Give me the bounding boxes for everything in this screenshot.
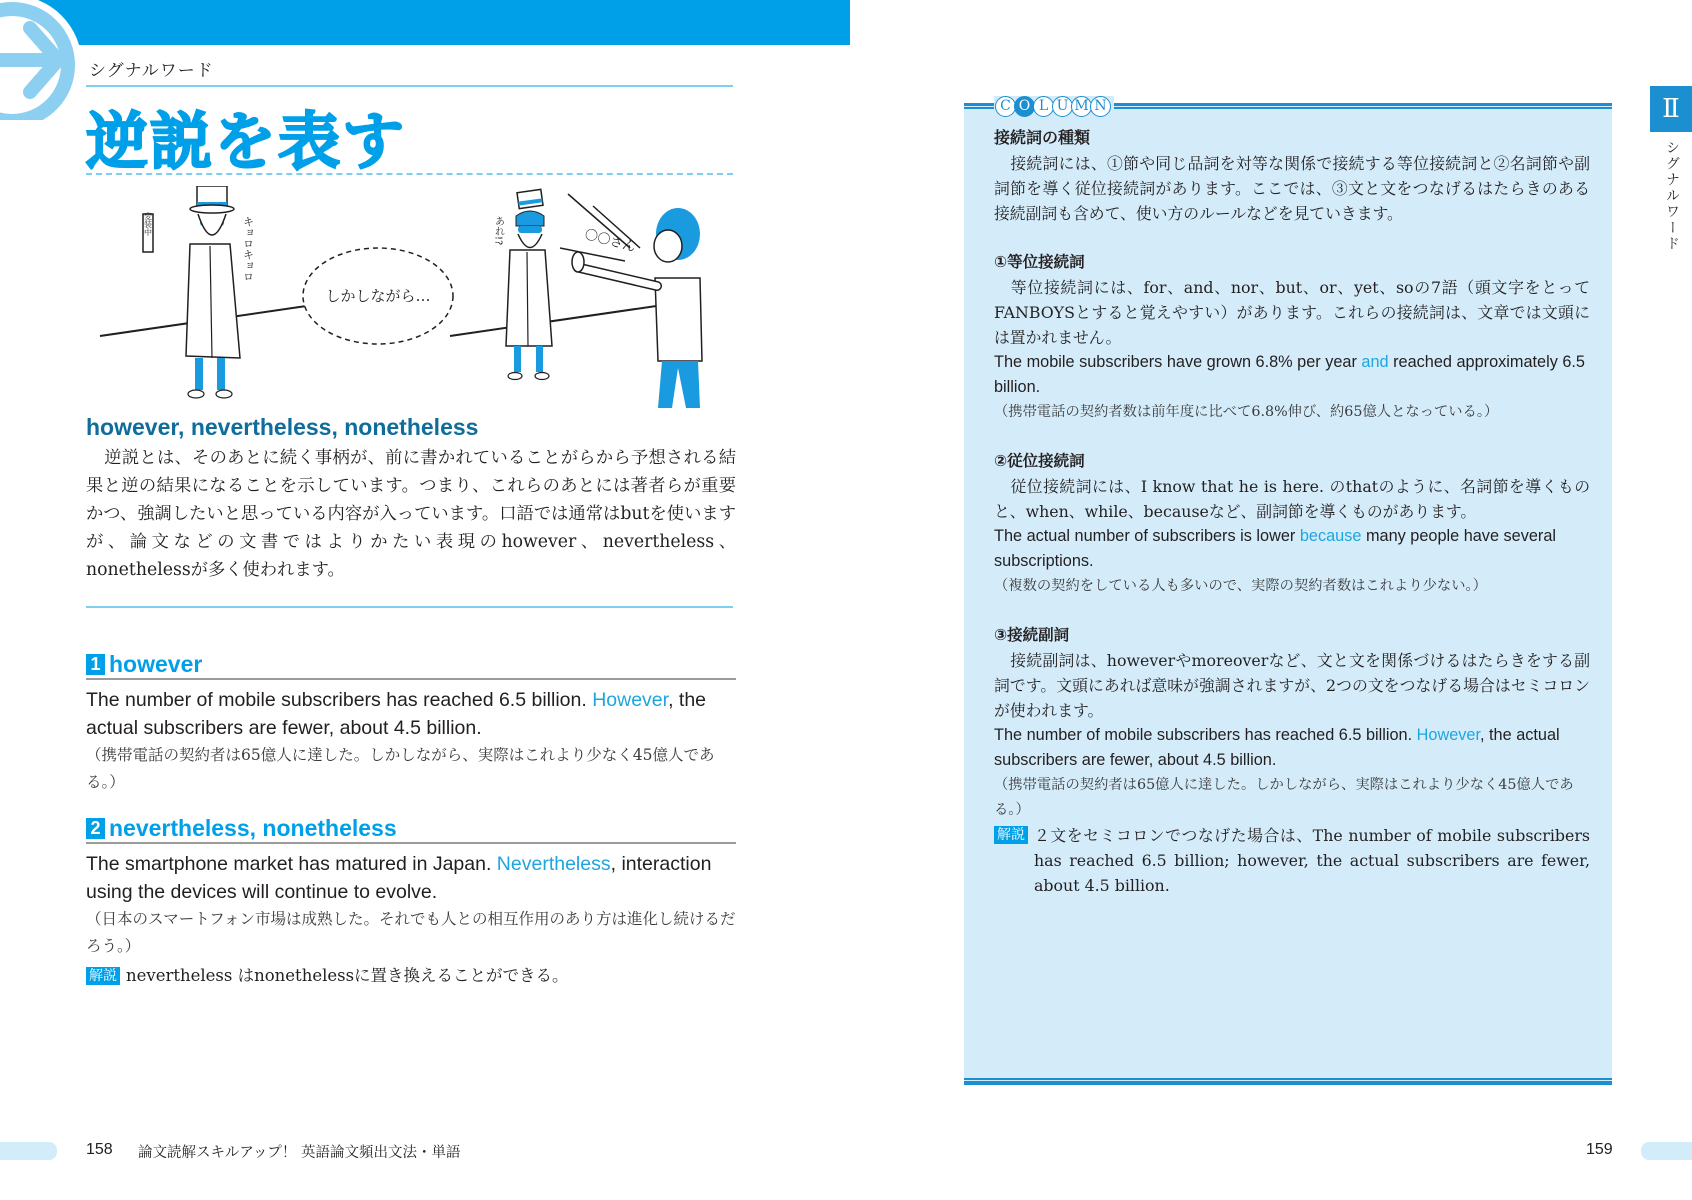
section-kicker: シグナルワード [89,61,214,81]
explanation-note: 解説 ２文をセミコロンでつなげた場合は、The number of mobile subscribers has reached 6.5 billion; however, the actual subscribers are fewer, about 4.5 billion. [994,823,1590,898]
arrow-right-icon [0,0,92,120]
explanation-badge: 解説 [994,826,1028,844]
section-number-badge: 2 [86,818,105,839]
example-translation-ja: （携帯電話の契約者は65億人に達した。しかしながら、実際はこれより少なく45億人である。） [86,746,715,791]
subsection-heading: ②従位接続詞 [994,452,1085,470]
section-title: however [109,650,203,677]
call-out-text: 〇〇さん [582,227,638,256]
illustration-sign-text: 変装中 [143,212,153,236]
subsection-heading: ①等位接続詞 [994,253,1085,271]
disguised-man-figure-2 [506,189,552,379]
lead-heading: however, nevertheless, nonetheless [86,414,479,440]
illustration [90,186,730,408]
chapter-tab: Ⅱ [1650,86,1692,132]
section-nevertheless [86,816,736,990]
running-title: 論文読解スキルアップ！ 英語論文頻出文法・単語 [138,1145,461,1161]
example-translation-ja: （携帯電話の契約者は65億人に達した。しかしながら、実際はこれより少なく45億人である。） [994,777,1574,818]
explanation-note: 解説 nevertheless はnonethelessに置き換えることができる。 [86,962,736,990]
column-badge-letter: N [1090,96,1111,117]
divider [86,606,733,608]
column-badge-letter: O [1014,96,1035,117]
page-edge-tab [0,1142,57,1160]
subsection-body: 接続副詞は、howeverやmoreoverなど、文と文を関係づけるはたらきをする副詞です。文頭にあれば意味が強調されますが、2つの文をつなげる場合はセミコロンが使われます。 [994,651,1590,720]
column-title: 接続詞の種類 [994,128,1091,147]
subsection-heading: ③接続副詞 [994,626,1070,644]
example-translation-ja: （日本のスマートフォン市場は成熟した。それでも人との相互作用のあり方は進化し続けるだろう。） [86,910,736,955]
column-badge-letter: U [1052,96,1073,117]
dashed-divider [86,173,733,175]
page-title: 逆説を表す [86,105,407,178]
subsection-subordinating [994,449,1590,599]
column-badge-letter: C [995,96,1016,117]
page-number: 158 [86,1141,113,1158]
speech-bubble-text: しかしながら… [325,287,431,305]
example-translation-ja: （複数の契約をしている人も多いので、実際の契約者数はこれより少ない。） [994,578,1487,594]
column-intro: 接続詞には、①節や同じ品詞を対等な関係で接続する等位接続詞と②名詞節や副詞節を導く従位接続詞があります。ここでは、③文と文をつなげるはたらきのある接続副詞も含めて、使い方のルールなどを見ていきます。 [994,154,1590,223]
section-number-badge: 1 [86,654,105,675]
section-however [86,652,736,796]
surprise-text: あれ!? [492,216,504,246]
subsection-conjunctive-adverb [994,623,1590,898]
example-sentence-en: The smartphone market has matured in Japan. Nevertheless, interaction using the devices will continue to evolve. [86,853,712,903]
header-band [0,0,850,45]
page-edge-tab [1641,1142,1692,1160]
sfx-text: キョロキョロ [241,216,255,282]
column-bottom-rule [964,1078,1612,1086]
column-badge-letter: L [1033,96,1054,117]
divider [86,85,733,87]
column-content [994,125,1590,898]
section-title: nevertheless, nonetheless [109,814,397,841]
chapter-side-label: シグナルワード [1664,140,1680,252]
example-sentence-en: The actual number of subscribers is lower because many people have several subscriptions. [994,527,1557,570]
subsection-coordinating [994,250,1590,425]
page-number: 159 [1586,1141,1613,1158]
example-sentence-en: The number of mobile subscribers has reached 6.5 billion. However, the actual subscribers are fewer, about 4.5 billion. [86,689,707,739]
example-sentence-en: The number of mobile subscribers has reached 6.5 billion. However, the actual subscribers are fewer, about 4.5 billion. [994,726,1560,769]
subsection-body: 等位接続詞には、for、and、nor、but、or、yet、soの7語（頭文字をとってFANBOYSとすると覚えやすい）があります。これらの接続詞は、文章では文頭には置かれません。 [994,278,1590,347]
explanation-badge: 解説 [86,967,120,985]
subsection-body: 従位接続詞には、I know that he is here. のthatのように、名詞節を導くものと、when、while、becauseなど、副詞節を導くものがあります。 [994,477,1590,521]
column-badge [994,96,1114,117]
lead-paragraph: 逆説とは、そのあとに続く事柄が、前に書かれていることがらから予想される結果と逆の結果になることを示しています。つまり、これらのあとには著者らが重要かつ、強調したいと思っている内容が入っています。口語では通常はbutを使いますが、論文などの文書ではよりかたい表現のhowever、nevertheless、nonethelessが多く使われます。 [86,448,736,580]
column-badge-letter: M [1071,96,1092,117]
example-sentence-en: The mobile subscribers have grown 6.8% per year and reached approximately 6.5 billion. [994,353,1585,396]
disguised-man-figure-1 [186,186,240,398]
example-translation-ja: （携帯電話の契約者数は前年度に比べて6.8%伸び、約65億人となっている。） [994,404,1499,420]
